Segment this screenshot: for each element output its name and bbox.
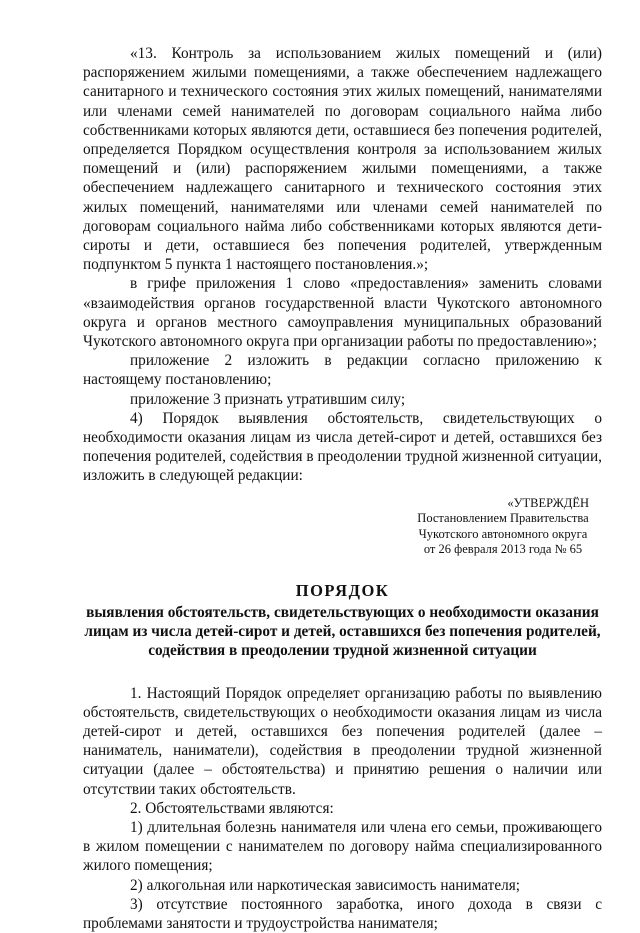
document-subtitle: выявления обстоятельств, свидетельствующих о необходимости оказания лицам из числа детей-сирот и детей, оставшихся без попечения родителей, содействия в преодолении трудной жизненной ситуации xyxy=(84,604,601,660)
paragraph-annex3: приложение 3 признать утратившим силу; xyxy=(130,390,406,408)
paragraph-annex2: приложение 2 изложить в редакции согласно приложению к настоящему постановлению; xyxy=(83,352,602,389)
approval-line: Чукотского автономного округа xyxy=(418,526,588,541)
document-body xyxy=(83,684,602,933)
paragraph-point-1: 1. Настоящий Порядок определяет организацию работы по выявлению обстоятельств, свидетельствующих о необходимости оказания лицам из числа детей-сирот и детей, оставшихся без попечения родителей (далее – наниматель, наниматели), содействия в преодолении трудной жизненной ситуации (далее – обстоятельства) и принятию решения о наличии или отсутствии таких обстоятельств. xyxy=(83,684,602,798)
paragraph-subpoint-1: 1) длительная болезнь нанимателя или члена его семьи, проживающего в жилом помещении с нанимателем по договору найма специализированного жилого помещения; xyxy=(83,819,602,875)
paragraph-item-13: «13. Контроль за использованием жилых помещений и (или) распоряжением жилыми помещениями, а также обеспечением надлежащего санитарного и технического состояния этих жилых помещений, нанимателями или членами семей нанимателей по договорам социального найма либо собственниками которых являются дети, оставшиеся без попечения родителей, определяется Порядком осуществления контроля за использованием жилых помещений и (или) распоряжением жилыми помещениями, а также обеспечением надлежащего санитарного и технического состояния этих жилых помещений, нанимателями или членами семей нанимателей по договорам социального найма либо собственниками которых являются дети-сироты и дети, оставшиеся без попечения родителей, утвержденным подпунктом 5 пункта 1 настоящего постановления.»; xyxy=(83,45,602,274)
paragraph-point-2: 2. Обстоятельствами являются: xyxy=(130,799,334,817)
approval-date: от 26 февраля 2013 года № 65 xyxy=(423,542,583,557)
paragraph-subpoint-2: 2) алкогольная или наркотическая зависимость нанимателя; xyxy=(130,876,521,894)
paragraph-item-4: 4) Порядок выявления обстоятельств, свидетельствующих о необходимости оказания лицам из числа детей-сирот и детей, оставшихся без попечения родителей, содействия в преодолении трудной жизненной ситуации, изложить в следующей редакции: xyxy=(83,409,602,485)
document-title: ПОРЯДОК xyxy=(295,581,390,601)
approval-stamp xyxy=(403,496,603,558)
approval-line: Постановлением Правительства xyxy=(417,511,589,526)
approval-title: «УТВЕРЖДЁН xyxy=(507,495,589,510)
paragraph-subpoint-3: 3) отсутствие постоянного заработка, иного дохода в связи с проблемами занятости и трудоустройства нанимателя; xyxy=(83,895,602,933)
paragraph-annex1-title-change: в грифе приложения 1 слово «предоставления» заменить словами «взаимодействия органов государственной власти Чукотского автономного округа и органов местного самоуправления муниципальных образований Чукотского автономного округа при организации работы по предоставлению»; xyxy=(83,275,602,351)
